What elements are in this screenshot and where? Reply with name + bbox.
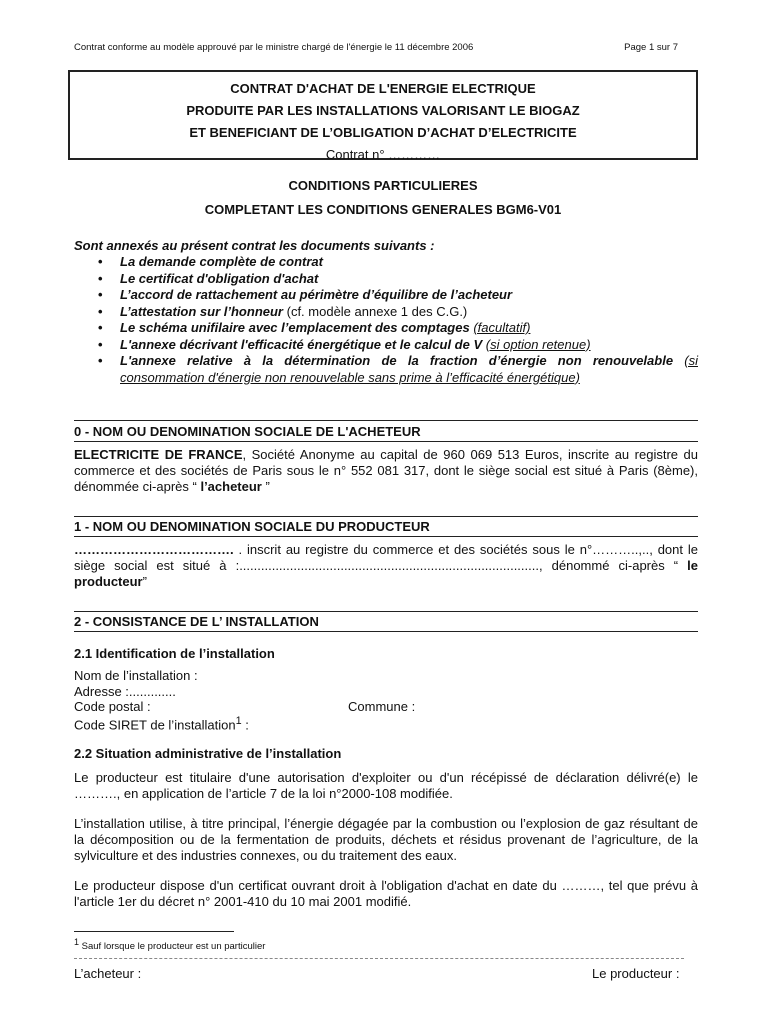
list-item: • L'annexe décrivant l'efficacité énergétique et le calcul de V (si option retenue)	[74, 337, 698, 354]
page-header	[74, 42, 678, 53]
list-item: • Le certificat d'obligation d'achat	[74, 271, 698, 288]
installation-name-label: Nom de l’installation :	[74, 668, 198, 683]
signature-separator	[74, 958, 684, 959]
section-2-para-1: Le producteur est titulaire d'une autorisation d'exploiter ou d'un récépissé de déclaration délivré(e) le ………., en application de l’article 7 de la loi n°2000-108 modifiée.	[74, 770, 698, 801]
section-1-heading: 1 - NOM OU DENOMINATION SOCIALE DU PRODUCTEUR	[74, 519, 430, 534]
title-line-3: ET BENEFICIANT DE L’OBLIGATION D’ACHAT D’ELECTRICITE	[189, 125, 577, 140]
list-item: • L'annexe relative à la détermination de la fraction d’énergie non renouvelable (si consommation d'énergie non renouvelable sans prime à l’efficacité énergétique)	[74, 353, 698, 386]
title-box	[68, 70, 698, 160]
list-item: • L’accord de rattachement au périmètre d’équilibre de l’acheteur	[74, 287, 698, 304]
subsection-2-2: 2.2 Situation administrative de l’installation	[74, 746, 342, 761]
address-label: Adresse :.............	[74, 684, 176, 699]
list-item: • La demande complète de contrat	[74, 254, 698, 271]
section-2-para-3: Le producteur dispose d'un certificat ouvrant droit à l'obligation d'achat en date du ………, tel que prévu à l'article 1er du décret n° 2001-410 du 10 mai 2001 modifié.	[74, 878, 698, 909]
section-rule	[74, 611, 698, 612]
subsection-2-1: 2.1 Identification de l’installation	[74, 646, 275, 661]
page-number: Page 1 sur 7	[624, 42, 678, 53]
conditions-line-2: COMPLETANT LES CONDITIONS GENERALES BGM6-V01	[204, 202, 562, 217]
section-rule	[74, 516, 698, 517]
section-rule	[74, 536, 698, 537]
annex-list	[74, 254, 698, 386]
list-item: • L’attestation sur l’honneur (cf. modèle annexe 1 des C.G.)	[74, 304, 698, 321]
section-rule	[74, 420, 698, 421]
section-rule	[74, 631, 698, 632]
footnote-rule	[74, 931, 234, 932]
signature-buyer: L’acheteur :	[74, 966, 142, 981]
title-line-1: CONTRAT D'ACHAT DE L'ENERGIE ELECTRIQUE	[230, 81, 536, 96]
header-left: Contrat conforme au modèle approuvé par le ministre chargé de l'énergie le 11 décembre 2006	[74, 42, 474, 53]
postal-code-label: Code postal :	[74, 699, 151, 714]
section-2-heading: 2 - CONSISTANCE DE L’ INSTALLATION	[74, 614, 319, 629]
siret-label: Code SIRET de l’installation$^1$ :	[74, 715, 249, 733]
annex-intro: Sont annexés au présent contrat les documents suivants :	[74, 238, 435, 253]
conditions-line-1: CONDITIONS PARTICULIERES	[288, 178, 478, 193]
section-1-text: ………………………………. . inscrit au registre du commerce et des sociétés sous le n°………..,.., dont le siège social est situé à :..................................................................................., dénommé ci-après “ le producteur”	[74, 542, 698, 589]
contract-number: Contrat n° …………	[325, 147, 441, 162]
signature-producer: Le producteur :	[592, 966, 680, 981]
section-rule	[74, 441, 698, 442]
commune-label: Commune :	[348, 699, 416, 714]
title-line-2: PRODUITE PAR LES INSTALLATIONS VALORISANT LE BIOGAZ	[186, 103, 580, 118]
section-2-para-2: L’installation utilise, à titre principal, l’énergie dégagée par la combustion ou l’explosion de gaz résultant de la décomposition ou de la fermentation de produits, déchets et résidus provenant de l’agriculture, de la sylviculture et des industries connexes, ou du traitement des eaux.	[74, 816, 698, 863]
section-0-heading: 0 - NOM OU DENOMINATION SOCIALE DE L'ACHETEUR	[74, 424, 421, 439]
list-item: • Le schéma unifilaire avec l’emplacement des comptages (facultatif)	[74, 320, 698, 337]
footnote: $^1$ Sauf lorsque le producteur est un particulier	[74, 937, 266, 953]
footnote-ref: 1	[235, 715, 242, 727]
section-0-text: ELECTRICITE DE FRANCE, Société Anonyme au capital de 960 069 513 Euros, inscrite au registre du commerce et des sociétés de Paris sous le n° 552 081 317, dont le siège social est situé à Paris (8ème), dénommée ci-après “ l’acheteur ”	[74, 447, 699, 494]
